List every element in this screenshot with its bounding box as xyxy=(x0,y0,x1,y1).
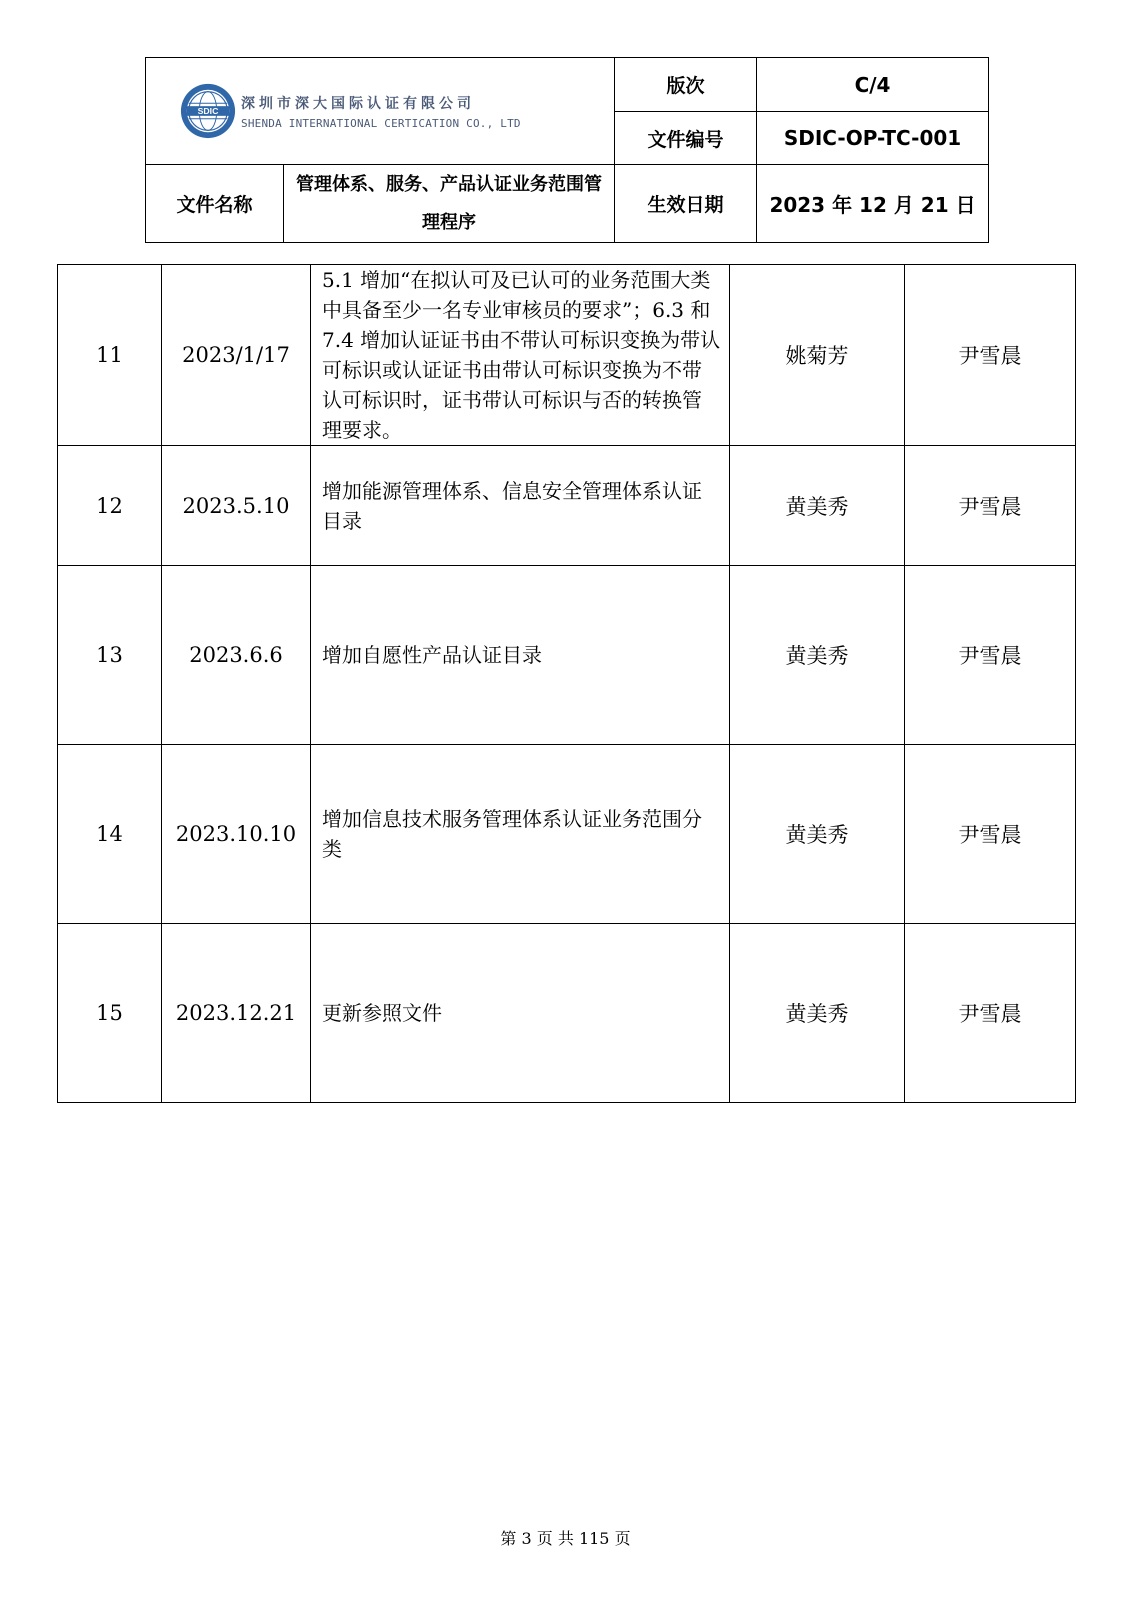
table-row xyxy=(58,566,1076,745)
revision-approver: 尹雪晨 xyxy=(905,924,1076,1103)
revision-number: 11 xyxy=(58,265,162,446)
revision-content: 5.1 增加“在拟认可及已认可的业务范围大类中具备至少一名专业审核员的要求”；6.3 和 7.4 增加认证证书由不带认可标识变换为带认可标识或认证证书由带认可标识变换为不带认可标识时，证书带认可标识与否的转换管理要求。 xyxy=(311,265,730,446)
revision-date: 2023.5.10 xyxy=(162,446,311,566)
doc-name-label: 文件名称 xyxy=(146,165,284,243)
revision-editor: 黄美秀 xyxy=(730,745,905,924)
revision-number: 14 xyxy=(58,745,162,924)
company-name-en: SHENDA INTERNATIONAL CERTICATION CO., LTD xyxy=(241,116,521,130)
company-name-cn: 深圳市深大国际认证有限公司 xyxy=(241,95,475,112)
page-number: 第 3 页 共 115 页 xyxy=(500,1529,631,1548)
revision-date: 2023/1/17 xyxy=(162,265,311,446)
table-row xyxy=(58,924,1076,1103)
table-row xyxy=(58,265,1076,446)
revision-content: 增加能源管理体系、信息安全管理体系认证目录 xyxy=(311,446,730,566)
version-label: 版次 xyxy=(615,58,757,112)
revision-date: 2023.6.6 xyxy=(162,566,311,745)
revision-approver: 尹雪晨 xyxy=(905,446,1076,566)
effective-date-value: 2023 年 12 月 21 日 xyxy=(757,165,989,243)
revision-number: 13 xyxy=(58,566,162,745)
version-value: C/4 xyxy=(757,58,989,112)
company-logo-cell xyxy=(146,58,615,165)
revision-editor: 黄美秀 xyxy=(730,446,905,566)
revision-approver: 尹雪晨 xyxy=(905,566,1076,745)
revision-editor: 黄美秀 xyxy=(730,566,905,745)
document-header xyxy=(145,57,989,243)
revision-approver: 尹雪晨 xyxy=(905,745,1076,924)
revision-number: 12 xyxy=(58,446,162,566)
revision-number: 15 xyxy=(58,924,162,1103)
revision-date: 2023.12.21 xyxy=(162,924,311,1103)
revision-date: 2023.10.10 xyxy=(162,745,311,924)
table-row xyxy=(58,745,1076,924)
logo-letters: SDIC xyxy=(197,105,219,116)
doc-number-value: SDIC-OP-TC-001 xyxy=(757,112,989,165)
revision-approver: 尹雪晨 xyxy=(905,265,1076,446)
effective-date-label: 生效日期 xyxy=(615,165,757,243)
revision-history-table xyxy=(57,264,1076,1103)
doc-number-label: 文件编号 xyxy=(615,112,757,165)
revision-editor: 姚菊芳 xyxy=(730,265,905,446)
company-logo-icon xyxy=(179,82,237,140)
revision-content: 更新参照文件 xyxy=(311,924,730,1103)
table-row xyxy=(58,446,1076,566)
revision-content: 增加自愿性产品认证目录 xyxy=(311,566,730,745)
revision-editor: 黄美秀 xyxy=(730,924,905,1103)
doc-name-value: 管理体系、服务、产品认证业务范围管理程序 xyxy=(284,165,615,243)
revision-content: 增加信息技术服务管理体系认证业务范围分类 xyxy=(311,745,730,924)
